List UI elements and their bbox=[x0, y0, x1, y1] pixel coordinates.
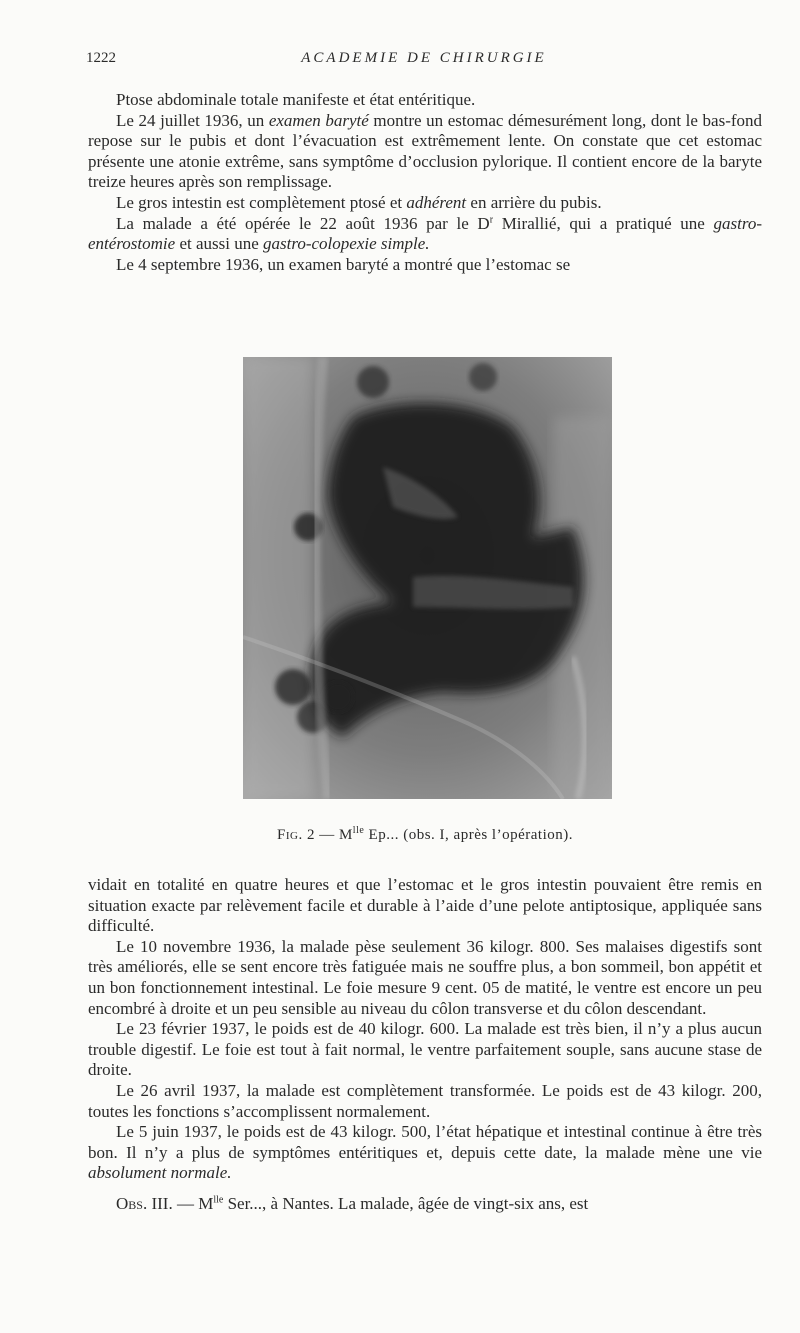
paragraph-text: et aussi une bbox=[175, 234, 264, 254]
emphasis: gastro-entérostomie bbox=[88, 213, 762, 254]
figure-caption bbox=[88, 827, 762, 844]
figure-label: Fig. 2 bbox=[277, 827, 315, 843]
paragraph bbox=[88, 111, 762, 193]
paragraph bbox=[88, 1019, 762, 1081]
xray-figure bbox=[243, 357, 612, 799]
paragraph bbox=[88, 90, 762, 111]
caption-text: Ep... (obs. I, après l’opération). bbox=[364, 827, 573, 843]
paragraph bbox=[88, 1122, 762, 1184]
paragraph bbox=[88, 193, 762, 214]
paragraph bbox=[88, 875, 762, 937]
superscript: lle bbox=[352, 825, 365, 836]
paragraph-text: Le 4 septembre 1936, un examen baryté a montré que l’estomac se bbox=[116, 254, 571, 274]
paragraph bbox=[88, 214, 762, 255]
paragraph-text: — M bbox=[172, 1193, 214, 1213]
paragraph-text: Le 10 novembre 1936, la malade pèse seulement 36 kilogr. 800. Ses malaises digestifs sont très améliorés, elle se sent encore très fatiguée mais ne souffre plus, a bon sommeil, bon appétit et un bon fonctionnement intestinal. Le foie mesure 9 cent. 05 de matité, le ventre est encore un peu encombré à droite et un peu sensible au niveau du côlon transverse et du côlon descendant. bbox=[88, 936, 762, 1018]
page-number: 1222 bbox=[86, 50, 116, 66]
emphasis: gastro-colopexie simple. bbox=[263, 234, 430, 254]
paragraph-text: Le 24 juillet 1936, un bbox=[116, 110, 269, 130]
paragraph-text: Le 26 avril 1937, la malade est complètement transformée. Le poids est de 43 kilogr. 200, toutes les fonctions s’accomplissent normalement. bbox=[88, 1080, 762, 1121]
paragraph bbox=[88, 937, 762, 1019]
superscript: r bbox=[489, 213, 494, 225]
paragraph bbox=[88, 255, 762, 276]
xray-image bbox=[243, 357, 612, 799]
emphasis: adhérent bbox=[406, 192, 467, 212]
running-title: ACADEMIE DE CHIRURGIE bbox=[301, 50, 547, 66]
paragraph-text: montre un estomac démesurément long, dont le bas-fond repose sur le pubis et dont l’évacuation est extrêmement lente. On constate que cet estomac présente une atonie extrême, sans symptôme d’occlusion pylorique. Il contient encore de la baryte treize heures après son remplissage. bbox=[88, 110, 763, 192]
caption-text: — M bbox=[314, 827, 353, 843]
paragraph-text: Ptose abdominale totale manifeste et état entéritique. bbox=[116, 90, 476, 109]
paragraph-text: Le gros intestin est complètement ptosé et bbox=[116, 192, 407, 212]
emphasis: absolument normale. bbox=[88, 1163, 232, 1183]
text-block-top bbox=[88, 90, 762, 275]
paragraph-text: en arrière du pubis. bbox=[466, 192, 602, 212]
paragraph-text: Le 5 juin 1937, le poids est de 43 kilogr. 500, l’état hépatique et intestinal continue à être très bon. Il n’y a plus de symptômes entéritiques et, depuis cette date, la malade mène une vie bbox=[88, 1122, 762, 1162]
paragraph-text: vidait en totalité en quatre heures et que l’estomac et le gros intestin pouvaient être remis en situation exacte par relèvement facile et durable à l’aide d’une pelote antiptosique, appliquée sans difficulté. bbox=[88, 875, 762, 936]
paragraph bbox=[88, 1194, 762, 1215]
paragraph-text: Le 23 février 1937, le poids est de 40 kilogr. 600. La malade est très bien, il n’y a plus aucun trouble digestif. Le foie est tout à fait normal, le ventre parfaitement souple, sans aucune stase de droite. bbox=[88, 1019, 762, 1080]
text-block-bottom bbox=[88, 875, 762, 1215]
page-header bbox=[86, 50, 762, 70]
superscript: lle bbox=[213, 1194, 224, 1206]
observation-label: Obs. III. bbox=[116, 1193, 173, 1213]
paragraph-text: Ser..., à Nantes. La malade, âgée de vingt-six ans, est bbox=[223, 1193, 589, 1213]
paragraph bbox=[88, 1081, 762, 1122]
emphasis: examen baryté bbox=[268, 110, 369, 130]
paragraph-text: La malade a été opérée le 22 août 1936 par le D bbox=[116, 213, 490, 233]
paragraph-text: Mirallié, qui a pratiqué une bbox=[493, 213, 714, 233]
